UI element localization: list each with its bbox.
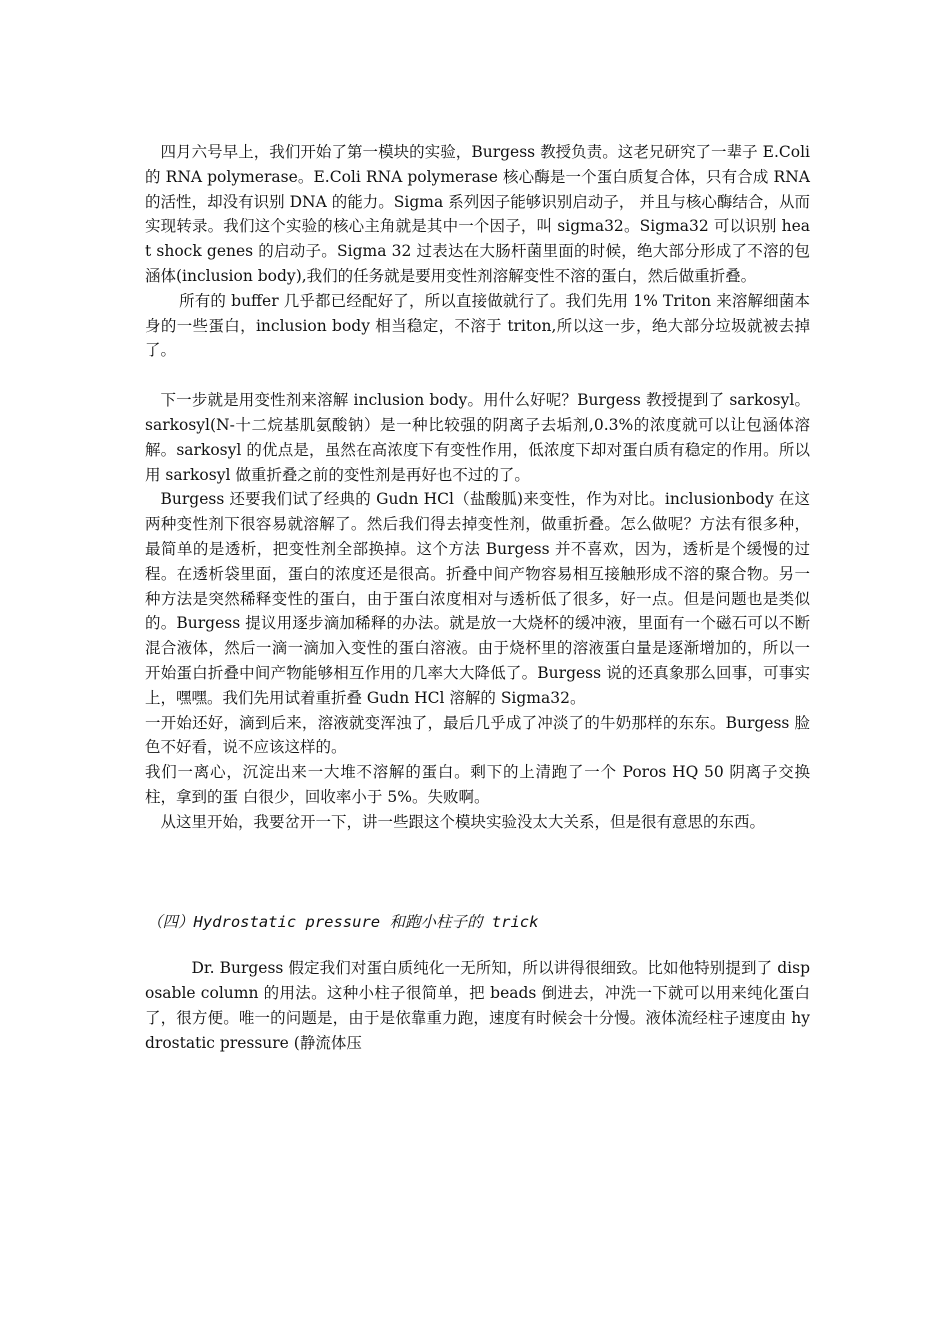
spacer bbox=[145, 835, 810, 910]
paragraph-6: 我们一离心，沉淀出来一大堆不溶解的蛋白。剩下的上清跑了一个 Poros HQ 50 阴离子交换柱，拿到的蛋 白很少，回收率小于 5%。失败啊。 bbox=[145, 763, 810, 806]
paragraph-4: Burgess 还要我们试了经典的 Gudn HCl（盐酸胍)来变性，作为对比。inclusionbody 在这两种变性剂下很容易就溶解了。然后我们得去掉变性剂，做重折叠。怎么做呢？方法有很多种，最简单的是透析，把变性剂全部换掉。这个方法 Burgess 并不喜欢，因为，透析是个缓慢的过程。在透析袋里面，蛋白的浓度还是很高。折叠中间产物容易相互接触形成不溶的聚合物。另一种方法是突然稀释变性的蛋白，由于蛋白浓度相对与透析低了很多，好一点。但是问题也是类似的。Burgess 提议用逐步滴加稀释的办法。就是放一大烧杯的缓冲液，里面有一个磁石可以不断混合液体，然后一滴一滴加入变性的蛋白溶液。由于烧杯里的溶液蛋白量是逐渐增加的，所以一开始蛋白折叠中间产物能够相互作用的几率大大降低了。Burgess 说的还真象那么回事，可事实上，嘿嘿。我们先用试着重折叠 Gudn HCl 溶解的 Sigma32。 bbox=[145, 490, 810, 707]
document-body bbox=[145, 140, 810, 1056]
paragraph-7: 从这里开始，我要岔开一下，讲一些跟这个模块实验没太大关系，但是很有意思的东西。 bbox=[160, 812, 766, 831]
paragraph-2: 所有的 buffer 几乎都已经配好了，所以直接做就行了。我们先用 1% Triton 来溶解细菌本身的一些蛋白，inclusion body 相当稳定，不溶于 triton,所以这一步，绝大部分垃圾就被去掉了。 bbox=[145, 291, 810, 360]
section-heading: （四）Hydrostatic pressure 和跑小柱子的 trick bbox=[147, 912, 539, 931]
paragraph-8: Dr. Burgess 假定我们对蛋白质纯化一无所知，所以讲得很细致。比如他特别提到了 disposable column 的用法。这种小柱子很简单，把 beads 倒进去，冲洗一下就可以用来纯化蛋白了，很方便。唯一的问题是，由于是依靠重力跑，速度有时候会十分慢。液体流经柱子速度由 hydrostatic pressure (静流体压 bbox=[145, 959, 810, 1052]
paragraph-5: 一开始还好，滴到后来，溶液就变浑浊了，最后几乎成了冲淡了的牛奶那样的东东。Burgess 脸色不好看，说不应该这样的。 bbox=[145, 713, 810, 757]
spacer bbox=[145, 363, 810, 388]
paragraph-1: 四月六号早上，我们开始了第一模块的实验，Burgess 教授负责。这老兄研究了一辈子 E.Coli 的 RNA polymerase。E.Coli RNA polymerase 核心酶是一个蛋白质复合体，只有合成 RNA 的活性，却没有识别 DNA 的能力。Sigma 系列因子能够识别启动子， 并且与核心酶结合，从而实现转录。我们这个实验的核心主角就是其中一个因子，叫 sigma32。Sigma32 可以识别 heat shock genes 的启动子。Sigma 32 过表达在大肠杆菌里面的时候，绝大部分形成了不溶的包涵体(inclusion body),我们的任务就是要用变性剂溶解变性不溶的蛋白，然后做重折叠。 bbox=[145, 143, 810, 285]
paragraph-3: 下一步就是用变性剂来溶解 inclusion body。用什么好呢？Burgess 教授提到了 sarkosyl。sarkosyl(N-十二烷基肌氨酸钠）是一种比较强的阴离子去垢剂,0.3%的浓度就可以让包涵体溶解。sarkosyl 的优点是，虽然在高浓度下有变性作用，低浓度下却对蛋白质有稳定的作用。所以用 sarkosyl 做重折叠之前的变性剂是再好也不过的了。 bbox=[145, 391, 810, 484]
spacer bbox=[145, 934, 810, 956]
